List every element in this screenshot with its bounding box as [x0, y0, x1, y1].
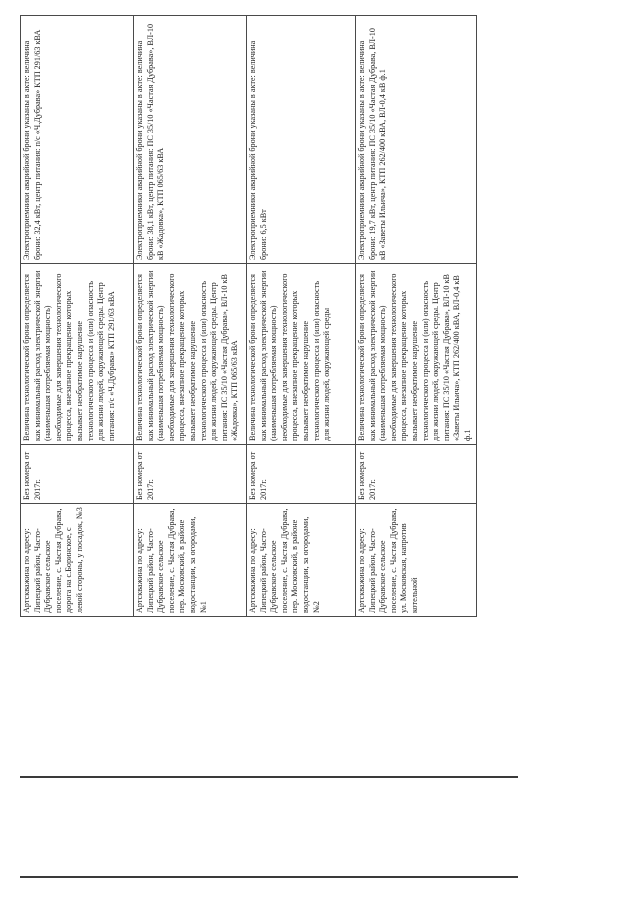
- address-cell: Артскважина по адресу: Липецкий район, Часто-Дубравское сельское поселение, с. Частая Дубрава, ул. Московская, напротив котельной: [356, 504, 477, 617]
- emergency-cell: Электроприемники аварийной брони указаны в акте: величина брони: 19,7 кВт, центр питания: ПС 35/10 «Частая Дубрава, ВЛ-10 кВ «Заветы Ильича», КТП 262/400 кВА, ВЛ-0,4 кВ ф.1: [356, 16, 477, 264]
- number-cell: Без номера от 2017г.: [21, 445, 134, 504]
- description-cell: Величина технологической брони определяется как минимальный расход электрической энергии (наименьшая потребляемая мощность) необходимые для завершения технологического процесса, внезапное прекращение которых вызывает необратимое нарушение технологического процесса и (или) опасность для жизни людей, окружающей среды. Центр питания: ПС 35/10 «Частая Дубрава», ВЛ-10 кВ «Заветы Ильича», КТП 262/400 кВА, ВЛ-0,4 кВ ф.1: [356, 264, 477, 445]
- table-row: [356, 16, 477, 617]
- number-cell: Без номера от 2017г.: [356, 445, 477, 504]
- horizontal-rule-bottom: [20, 776, 518, 778]
- table-row: [21, 16, 134, 617]
- description-cell: Величина технологической брони определяется как минимальный расход электрической энергии (наименьшая потребляемая мощность) необходимые для завершения технологического процесса, внезапное прекращение которых вызывает необратимое нарушение технологического процесса и (или) опасность для жизни людей, окружающей среды. Центр питания: ПС 35/10 «Частая Дубрава», ВЛ-10 кВ «Жадовка», КТП 065/63 кВА: [134, 264, 247, 445]
- address-cell: Артскважина по адресу: Липецкий район, Часто-Дубравское сельское поселение, с. Частая Дубрава, пер. Московский, в районе водостанции, за огородами, №2: [247, 504, 356, 617]
- table-row: [134, 16, 247, 617]
- emergency-cell: Электроприемники аварийной брони указаны в акте: величина брони: 6,5 кВт: [247, 16, 356, 264]
- address-cell: Артскважина по адресу: Липецкий район, Часто-Дубравское сельское поселение, с. Частая Дубрава, пер. Московский, в районе водостанции, за огородами, №1: [134, 504, 247, 617]
- table-row: [247, 16, 356, 617]
- emergency-cell: Электроприемники аварийной брони указаны в акте: величина брони: 38,1 кВт, центр питания: ПС 35/10 «Частая Дубрава», ВЛ-10 кВ «Жадовка», КТП 065/63 кВА: [134, 16, 247, 264]
- emergency-cell: Электроприемники аварийной брони указаны в акте: величина брони: 32,4 кВт, центр питания: п/с «Ч.Дубрава» КТП 291/63 кВА: [21, 16, 134, 264]
- description-cell: Величина технологической брони определяется как минимальный расход электрической энергии (наименьшая потребляемая мощность) необходимые для завершения технологического процесса, внезапное прекращение которых вызывает необратимое нарушение технологического процесса и (или) опасность для жизни людей, окружающей среды. Центр питания: п/с «Ч.Дубрава» КТП 291/63 кВА: [21, 264, 134, 445]
- document-table: [20, 15, 477, 617]
- number-cell: Без номера от 2017г.: [134, 445, 247, 504]
- description-cell: Величина технологической брони определяется как минимальный расход электрической энергии (наименьшая потребляемая мощность) необходимые для завершения технологического процесса, внезапное прекращение которых вызывает необратимое нарушение технологического процесса и (или) опасность для жизни людей, окружающей среды: [247, 264, 356, 445]
- horizontal-rule-top: [20, 876, 518, 878]
- number-cell: Без номера от 2017г.: [247, 445, 356, 504]
- address-cell: Артскважина по адресу: Липецкий район, Часто-Дубравское сельское поселение, с. Частая Дубрава, дорога на с.Боринское, с левой стороны, у посадок, №3: [21, 504, 134, 617]
